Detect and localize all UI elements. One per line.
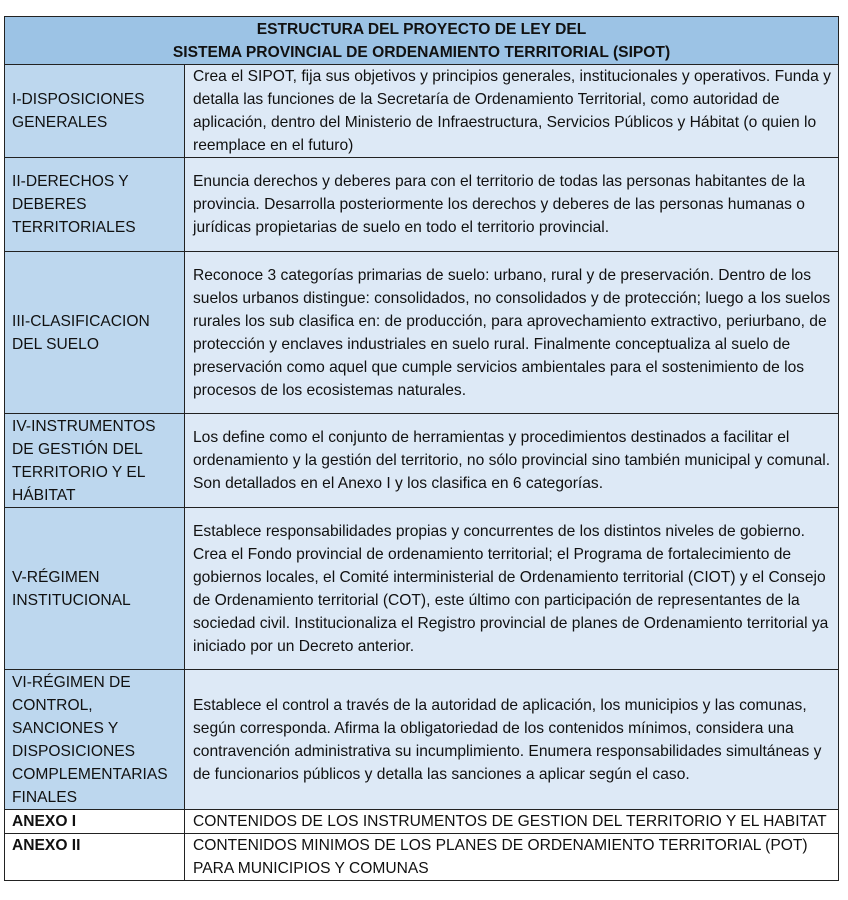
section-title: II-DERECHOS Y DEBERES TERRITORIALES <box>5 158 185 252</box>
table-title-line-1: ESTRUCTURA DEL PROYECTO DE LEY DEL <box>256 20 587 38</box>
table-row <box>5 810 839 834</box>
section-description: Crea el SIPOT, fija sus objetivos y principios generales, institucionales y operativos. Funda y detalla las funciones de la Secretaría de Ordenamiento Territorial, como autoridad de aplicación, dentro del Ministerio de Infraestructura, Servicios Públicos y Hábitat (o quien lo reemplace en el futuro) <box>185 65 839 158</box>
section-description: Los define como el conjunto de herramientas y procedimientos destinados a facilitar el ordenamiento y la gestión del territorio, no sólo provincial sino también municipal y comunal. Son detallados en el Anexo I y los clasifica en 6 categorías. <box>185 414 839 508</box>
table-title <box>5 17 839 65</box>
table-header-row <box>5 17 839 65</box>
annex-label: ANEXO I <box>5 810 185 834</box>
table-row <box>5 834 839 881</box>
annex-description: CONTENIDOS MINIMOS DE LOS PLANES DE ORDENAMIENTO TERRITORIAL (POT) PARA MUNICIPIOS Y COMUNAS <box>185 834 839 881</box>
annex-description: CONTENIDOS DE LOS INSTRUMENTOS DE GESTION DEL TERRITORIO Y EL HABITAT <box>185 810 839 834</box>
section-title: VI-RÉGIMEN DE CONTROL, SANCIONES Y DISPOSICIONES COMPLEMENTARIAS FINALES <box>5 670 185 810</box>
table-row <box>5 414 839 508</box>
section-title: I-DISPOSICIONES GENERALES <box>5 65 185 158</box>
section-title: III-CLASIFICACION DEL SUELO <box>5 252 185 414</box>
law-structure-table <box>4 16 839 881</box>
table-row <box>5 252 839 414</box>
section-description: Establece el control a través de la autoridad de aplicación, los municipios y las comunas, según corresponda. Afirma la obligatoriedad de los contenidos mínimos, considera una contravención administrativa su incumplimiento. Enumera responsabilidades simultáneas y de funcionarios públicos y detalla las sanciones a aplicar según el caso. <box>185 670 839 810</box>
section-description: Reconoce 3 categorías primarias de suelo: urbano, rural y de preservación. Dentro de los suelos urbanos distingue: consolidados, no consolidados y de protección; luego a los suelos rurales los sub clasifica en: de producción, para aprovechamiento extractivo, periurbano, de protección y enclaves industriales en suelo rural. Finalmente conceptualiza al suelo de preservación como aquel que cumple servicios ambientales para el sostenimiento de los procesos de los ecosistemas naturales. <box>185 252 839 414</box>
section-title: V-RÉGIMEN INSTITUCIONAL <box>5 508 185 670</box>
table-row <box>5 670 839 810</box>
section-description: Establece responsabilidades propias y concurrentes de los distintos niveles de gobierno. Crea el Fondo provincial de ordenamiento territorial; el Programa de fortalecimiento de gobiernos locales, el Comité interministerial de Ordenamiento territorial (CIOT) y el Consejo de Ordenamiento territorial (COT), este último con participación de representantes de la sociedad civil. Institucionaliza el Registro provincial de planes de Ordenamiento territorial ya iniciado por un Decreto anterior. <box>185 508 839 670</box>
table-row <box>5 65 839 158</box>
table-row <box>5 158 839 252</box>
section-title: IV-INSTRUMENTOS DE GESTIÓN DEL TERRITORIO Y EL HÁBITAT <box>5 414 185 508</box>
annex-label: ANEXO II <box>5 834 185 881</box>
table-row <box>5 508 839 670</box>
section-description: Enuncia derechos y deberes para con el territorio de todas las personas habitantes de la provincia. Desarrolla posteriormente los derechos y deberes de las personas humanas o jurídicas propietarias de suelo en todo el territorio provincial. <box>185 158 839 252</box>
table-title-line-2: SISTEMA PROVINCIAL DE ORDENAMIENTO TERRITORIAL (SIPOT) <box>172 43 671 61</box>
